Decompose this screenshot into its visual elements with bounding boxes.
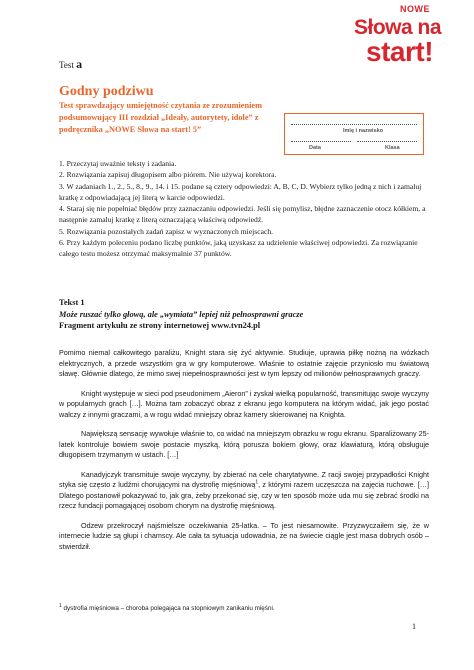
brand-logo [352,4,464,70]
name-line[interactable] [291,124,417,125]
instruction-item: 4. Staraj się nie popełniać błędów przy zaznaczaniu odpowiedzi. Jeśli się pomylisz, błędne zaznaczenie otocz kółkiem, a następnie zamaluj kratkę z literą oznaczającą właściwą odpowiedź. [59,204,426,225]
footnote-ref: 1 [255,479,259,486]
test-label-text: Test [59,60,74,70]
article-headline: Może ruszać tylko głową, ale „wymiata” lepiej niż pełnosprawni gracze [59,309,304,319]
logo-line1: Słowa na [354,16,442,39]
class-label: Klasa [385,145,400,151]
article-paragraph: Największą sensację wywołuje właśnie to, co widać na mniejszym obrazku w rogu ekranu. Sparaliżowany 25-latek kontroluje bowiem swoje postacie myszką, którą porusza bokiem głowy, oraz klawiaturą, którą obsługuje długopisem trzymanym w ustach. […] [59,429,429,459]
article-paragraph: Pomimo niemal całkowitego paraliżu, Knight stara się żyć aktywnie. Studiuje, uprawia piłkę nożną na wózkach elektrycznych, a przede wszystkim gra w gry komputerowe. Właśnie to ostatnie zajęcie przyniosło mu światową sławę. Głównie dlatego, że mimo swej niepełnosprawności jest w tym lepszy od milionów pełnosprawnych graczy. [59,348,429,378]
class-line[interactable] [357,141,417,142]
text-label: Tekst 1 [59,298,85,307]
paragraph-text: Kanadyjczyk transmituje swoje wyczyny, by zbierać na cele charytatywne. Z racji swojej przypadłości Knight styka się często z ludźmi chorującymi na dystrofię mięśniową [59,469,429,489]
instruction-item: 3. W zadaniach 1., 2., 5., 8., 9., 14. i 15. podane są cztery odpowiedzi: A, B, C, D. Wybierz tylko jedną z nich i zamaluj kratkę z odpowiadającą jej literą w karcie odpowiedzi. [59,181,422,202]
instruction-item: 5. Rozwiązania pozostałych zadań zapisz w wyznaczonych miejscach. [59,226,274,236]
logo-nowe: NOWE [400,4,430,14]
article-source: Fragment artykułu ze strony internetowej www.tvn24.pl [59,321,261,330]
instruction-item: 6. Przy każdym poleceniu podano liczbę punktów, jaką uzyskasz za udzielenie właściwej odpowiedzi. Za rozwiązanie całego testu możesz otrzymać maksymalnie 37 punktów. [59,238,418,259]
student-info-box [284,113,424,155]
instruction-item: 1. Przeczytaj uważnie teksty i zadania. [59,159,177,168]
paragraph-text: , z którymi razem uczęszcza na zajęcia ruchowe. […] Dlatego postanowił pokazywać to, jak gra, żeby przekonać się, czy w ten sposób może uda mu się zebrać środki na rzecz fundacji pomagającej osobom chorym na dystrofię mięśniową. [59,480,429,510]
date-line[interactable] [291,141,351,142]
article-paragraph [59,470,429,512]
article-paragraph: Knight występuje w sieci pod pseudonimem „Aieron” i zyskał wielką popularność, transmitując swoje wyczyny w popularnych grach […]. Można tam zobaczyć obraz z ekranu jego komputera na którym widać, jak jego postać walczy z innymi graczami, a w rogu widać mniejszy obraz kamery skierowanej na Knighta. [59,388,429,419]
name-label: Imię i nazwisko [343,128,384,134]
logo-line2: start! [366,36,434,67]
test-label [59,57,82,72]
footnote-text: dystrofia mięśniowa – choroba polegająca na stopniowym zanikaniu mięśni. [63,605,275,613]
test-variant-letter: a [76,57,83,71]
text-header [59,297,429,332]
date-label: Data [309,145,321,151]
instructions-list [59,158,429,260]
footnote [59,603,429,612]
instruction-item: 2. Rozwiązania zapisuj długopisem albo piórem. Nie używaj korektora. [59,170,277,180]
article-body [59,348,429,561]
page-subtitle: Test sprawdzający umiejętność czytania ze zrozumieniem podsumowujący III rozdział „Ideały, autorytety, idole” z podręcznika „NOWE Słowa na start! 5” [59,101,262,134]
footnote-marker: 1 [59,603,62,609]
article-paragraph: Odzew przekroczył najśmielsze oczekiwania 25-latka. – To jest niesamowite. Przyzwyczaiłem się, że w internecie ludzie są głupi i chamscy. Ale cała ta sytuacja udowadnia, że na świecie ciągle jest masa dobrych osób – stwierdził. [59,520,429,551]
page-title: Godny podziwu [59,84,154,99]
page-number: 1 [412,622,416,631]
